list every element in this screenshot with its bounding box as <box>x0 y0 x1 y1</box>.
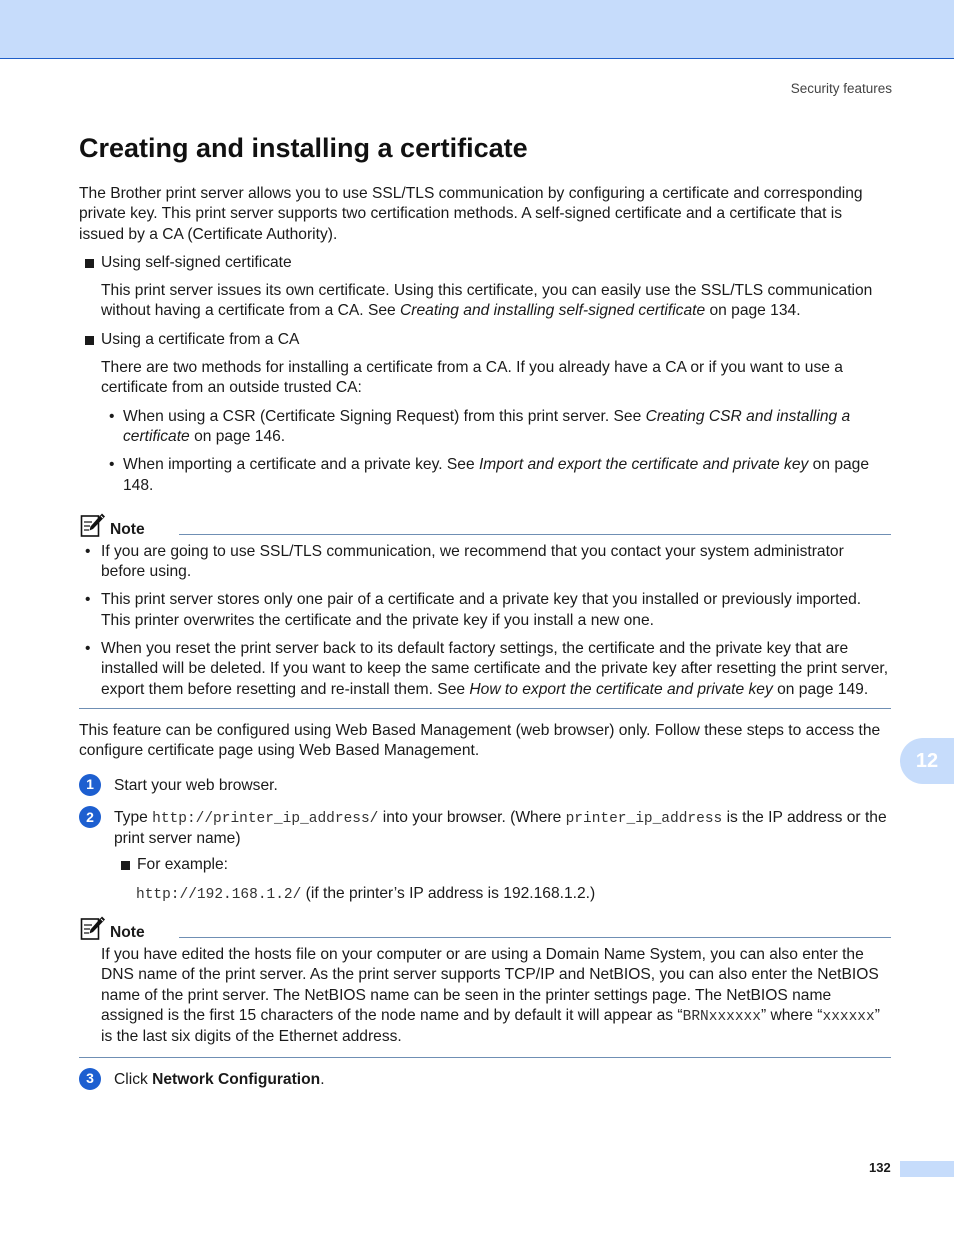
step-text: Start your web browser. <box>114 776 278 794</box>
note-divider <box>179 937 891 938</box>
square-bullet-icon <box>85 253 101 273</box>
method-label: Using a certificate from a CA <box>101 330 300 348</box>
main-content <box>79 184 891 1102</box>
square-bullet-icon <box>121 855 137 875</box>
method-description: There are two methods for installing a certificate from a CA. If you already have a CA or if you want to use a certificate from an outside trusted CA: <box>101 359 843 397</box>
step-text: Type http://printer_ip_address/ into your browser. (Where printer_ip_address is the IP address or the print server name) <box>114 808 887 848</box>
example-label: For example: <box>137 856 228 874</box>
bullet-icon: • <box>85 591 91 609</box>
method-label: Using self-signed certificate <box>101 253 292 271</box>
access-paragraph: This feature can be configured using Web Based Management (web browser) only. Follow these steps to access the configure certificate page using Web Based Management. <box>79 721 881 760</box>
list-item: • When importing a certificate and a private key. See Import and export the certificate and private key on page 148. <box>109 455 891 496</box>
note-end-divider <box>79 708 891 709</box>
method-item <box>85 330 891 350</box>
header-band <box>0 0 954 59</box>
example-item <box>121 855 891 875</box>
section-header: Security features <box>790 81 892 96</box>
method-item <box>85 253 891 273</box>
code-term: printer_ip_address <box>565 810 723 827</box>
note-label: Note <box>110 924 145 942</box>
page-tab <box>900 1161 954 1177</box>
note-item: • When you reset the print server back to its default factory settings, the certificate and the private key that are installed will be deleted. If you want to keep the same certificate and the private key after resetting the print server, export them before resetting and re-install them. See How to export the certificate and private key on page 149. <box>85 639 891 700</box>
intro-paragraph: The Brother print server allows you to use SSL/TLS communication by configuring a certificate and corresponding private key. This print server supports two certification methods. A self-signed certificate and a certificate that is issued by a CA (Certificate Authority). <box>79 185 863 243</box>
list-item: • When using a CSR (Certificate Signing Request) from this print server. See Creating CSR and installing a certificate on page 146. <box>109 407 891 448</box>
step-text: Click Network Configuration. <box>114 1070 325 1088</box>
cross-reference: Import and export the certificate and private key <box>478 456 809 474</box>
method-description: This print server issues its own certificate. Using this certificate, you can easily use the SSL/TLS communication without having a certificate from a CA. See Creating and installing self-signed certificate on page 134. <box>101 282 873 320</box>
note-label: Note <box>110 520 145 538</box>
code-term: BRNxxxxxx <box>682 1008 761 1025</box>
cross-reference: Creating and installing self-signed certificate <box>400 302 706 320</box>
note-item: • This print server stores only one pair of a certificate and a private key that you installed or previously imported. This printer overwrites the certificate and the private key if you install a new one. <box>85 590 891 631</box>
cross-reference: Creating CSR and installing a certificate <box>123 407 851 445</box>
note-box <box>79 915 891 1057</box>
step-number-badge: 1 <box>79 774 101 796</box>
bullet-icon: • <box>109 407 115 425</box>
ui-term: Network Configuration <box>152 1070 321 1088</box>
page-number: 132 <box>869 1160 891 1175</box>
chapter-tab: 12 <box>900 738 954 784</box>
note-end-divider <box>79 1057 891 1058</box>
page-title: Creating and installing a certificate <box>79 133 528 163</box>
step-2 <box>79 808 891 850</box>
code-term: xxxxxx <box>822 1008 875 1025</box>
example-line: http://192.168.1.2/ (if the printer’s IP address is 192.168.1.2.) <box>136 884 596 903</box>
url-code: http://printer_ip_address/ <box>152 810 379 827</box>
example-url: http://192.168.1.2/ <box>136 886 302 903</box>
bullet-icon: • <box>85 640 91 658</box>
note-divider <box>179 534 891 535</box>
step-number-badge: 3 <box>79 1068 101 1090</box>
step-number-badge: 2 <box>79 806 101 828</box>
note-box <box>79 512 891 709</box>
note-pencil-icon <box>80 915 106 941</box>
note-item: • If you are going to use SSL/TLS communication, we recommend that you contact your system administrator before using. <box>85 542 891 583</box>
bullet-icon: • <box>85 542 91 560</box>
step-3 <box>79 1070 891 1090</box>
bullet-icon: • <box>109 456 115 474</box>
note-text: If you have edited the hosts file on your computer or are using a Domain Name System, you can also enter the DNS name of the print server. As the print server supports TCP/IP and NetBIOS, you can also enter the NetBIOS name of the print server. The NetBIOS name can be seen in the printer settings page. The NetBIOS name assigned is the first 15 characters of the node name and by default it will appear as “BRNxxxxxx” where “xxxxxx” is the last six digits of the Ethernet address. <box>101 946 880 1046</box>
note-pencil-icon <box>80 512 106 538</box>
step-1 <box>79 776 891 796</box>
square-bullet-icon <box>85 330 101 350</box>
cross-reference: How to export the certificate and private key <box>469 680 773 698</box>
